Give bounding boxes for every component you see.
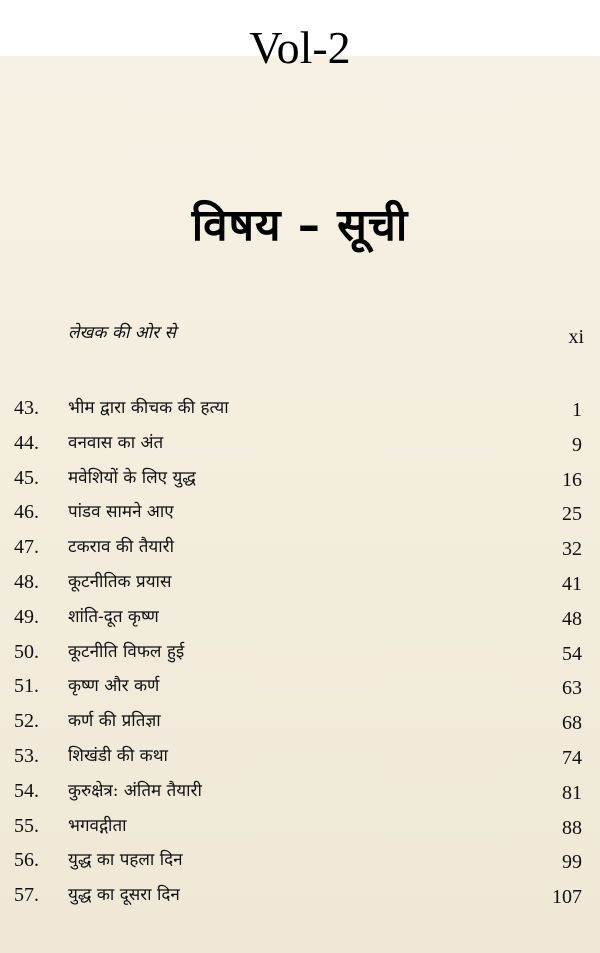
toc-entry <box>0 776 600 811</box>
toc-entry <box>0 567 600 602</box>
chapter-page-number: 48 <box>562 607 582 630</box>
chapter-number: 56. <box>14 849 39 872</box>
chapter-page-number: 54 <box>562 642 582 665</box>
chapter-number: 50. <box>14 640 39 663</box>
chapter-page-number: 9 <box>572 433 582 456</box>
table-of-contents <box>0 393 600 915</box>
toc-entry <box>0 811 600 846</box>
chapter-number: 55. <box>14 814 39 837</box>
chapter-number: 52. <box>14 710 39 733</box>
chapter-page-number: 1 <box>572 399 582 421</box>
toc-entry <box>0 741 600 776</box>
chapter-number: 45. <box>14 466 39 489</box>
toc-entry <box>0 602 600 637</box>
chapter-title: वनवास का अंत <box>68 432 164 453</box>
chapter-title: भगवद्गीता <box>68 815 127 836</box>
chapter-page-number: 81 <box>562 781 582 804</box>
page-title: विषय – सूची <box>191 200 409 251</box>
chapter-page-number: 16 <box>562 468 582 491</box>
chapter-number: 48. <box>14 570 39 593</box>
chapter-title: शिखंडी की कथा <box>68 745 168 766</box>
toc-entry <box>0 428 600 463</box>
toc-entry <box>0 463 600 498</box>
preface-page-number: xi <box>568 326 584 348</box>
chapter-title: पांडव सामने आए <box>68 502 174 523</box>
chapter-title: कूटनीति विफल हुई <box>68 641 185 662</box>
preface-label: लेखक की ओर से <box>68 323 176 343</box>
chapter-number: 54. <box>14 779 39 802</box>
toc-preface-row <box>68 320 584 350</box>
chapter-number: 57. <box>14 884 39 907</box>
chapter-number: 47. <box>14 536 39 559</box>
chapter-page-number: 32 <box>562 538 582 561</box>
toc-entry <box>0 637 600 672</box>
chapter-title: कृष्ण और कर्ण <box>68 676 160 697</box>
toc-entry <box>0 880 600 915</box>
chapter-page-number: 74 <box>562 746 582 769</box>
chapter-number: 43. <box>14 397 39 419</box>
chapter-title: कूटनीतिक प्रयास <box>68 571 172 592</box>
chapter-page-number: 88 <box>562 816 582 839</box>
toc-entry <box>0 706 600 741</box>
toc-entry <box>0 497 600 532</box>
chapter-number: 46. <box>14 501 39 524</box>
chapter-page-number: 41 <box>562 572 582 595</box>
chapter-title: युद्ध का पहला दिन <box>68 850 183 871</box>
chapter-title: कर्ण की प्रतिज्ञा <box>68 711 161 732</box>
chapter-title: शांति-दूत कृष्ण <box>68 606 159 627</box>
chapter-page-number: 25 <box>562 503 582 526</box>
chapter-page-number: 107 <box>552 886 582 909</box>
chapter-page-number: 99 <box>562 851 582 874</box>
chapter-number: 51. <box>14 675 39 698</box>
chapter-title: कुरुक्षेत्र: अंतिम तैयारी <box>68 780 202 801</box>
chapter-title: युद्ध का दूसरा दिन <box>68 885 180 906</box>
toc-entry <box>0 393 600 428</box>
chapter-page-number: 63 <box>562 677 582 700</box>
chapter-title: टकराव की तैयारी <box>68 537 175 558</box>
toc-entry <box>0 845 600 880</box>
chapter-title: मवेशियों के लिए युद्ध <box>68 467 196 488</box>
toc-entry <box>0 671 600 706</box>
chapter-page-number: 68 <box>562 712 582 735</box>
toc-entry <box>0 532 600 567</box>
chapter-number: 49. <box>14 605 39 628</box>
volume-label: Vol-2 <box>249 22 351 73</box>
chapter-number: 44. <box>14 431 39 454</box>
chapter-number: 53. <box>14 744 39 767</box>
chapter-title: भीम द्वारा कीचक की हत्या <box>68 398 229 418</box>
